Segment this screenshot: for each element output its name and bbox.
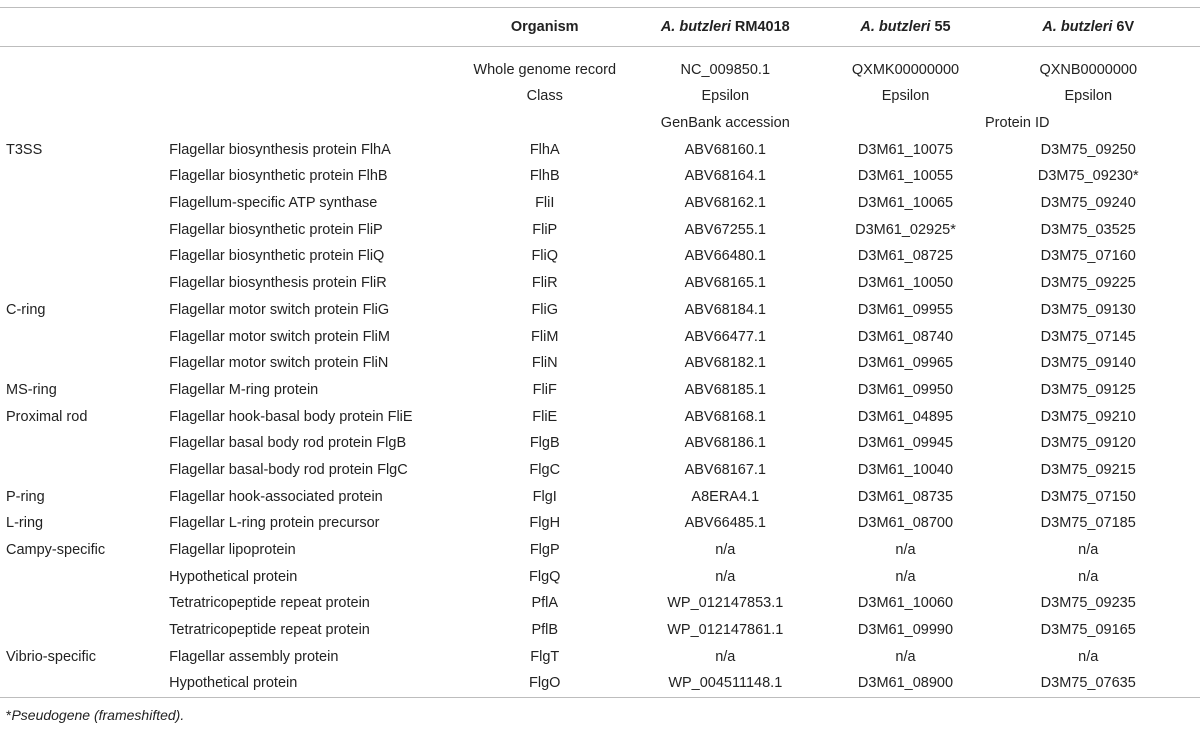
protein-description: Flagellar M-ring protein	[169, 381, 319, 398]
protein-id-6v: D3M75_07635	[1040, 675, 1136, 692]
protein-description: Flagellar motor switch protein FliM	[169, 328, 390, 345]
protein-id-label: Protein ID	[985, 115, 1050, 132]
protein-id-6v: D3M75_09230*	[1037, 168, 1139, 185]
genbank-accession: n/a	[715, 648, 736, 665]
header-rm4018	[616, 8, 834, 47]
header-group-cell	[0, 8, 169, 47]
genbank-accession: ABV68162.1	[684, 195, 766, 212]
footnote	[6, 707, 184, 723]
table-row	[0, 190, 1200, 217]
gene-name: FlgI	[532, 488, 557, 505]
gene-name: FliI	[535, 195, 555, 212]
group-cell	[0, 163, 169, 190]
table-row	[0, 430, 1200, 457]
gene-name: FlgH	[529, 515, 561, 532]
genbank-accession: ABV66480.1	[684, 248, 766, 265]
protein-description: Flagellar motor switch protein FliN	[169, 355, 389, 372]
protein-description: Flagellar basal-body rod protein FlgC	[169, 461, 408, 478]
group-cell: T3SS	[6, 141, 43, 158]
class-row	[0, 83, 1200, 110]
protein-id-55: D3M61_08740	[857, 328, 954, 345]
gene-name: FlhA	[529, 141, 560, 158]
group-cell: Vibrio-specific	[6, 648, 96, 665]
protein-description: Flagellar hook-associated protein	[169, 488, 383, 505]
table-row	[0, 377, 1200, 404]
protein-id-55: n/a	[895, 542, 916, 559]
table-header	[0, 8, 1200, 47]
protein-id-55: D3M61_10040	[857, 461, 954, 478]
header-6v-strain: 6V	[1112, 19, 1135, 35]
protein-id-55: D3M61_10050	[857, 275, 954, 292]
protein-description: Flagellar biosynthetic protein FliP	[169, 221, 383, 238]
gene-name: FliE	[532, 408, 558, 425]
protein-description: Flagellar biosynthetic protein FliQ	[169, 248, 385, 265]
protein-description: Flagellar hook-basal body protein FliE	[169, 408, 413, 425]
protein-id-6v: D3M75_09215	[1040, 461, 1136, 478]
table-row	[0, 216, 1200, 243]
table-body	[0, 47, 1200, 137]
header-55-strain: 55	[930, 19, 951, 35]
genome-record-label: Whole genome record	[473, 62, 617, 78]
protein-id-6v: D3M75_09165	[1040, 622, 1136, 639]
protein-id-55: D3M61_09950	[857, 381, 954, 398]
header-6v	[977, 8, 1200, 47]
protein-id-6v: n/a	[1078, 568, 1099, 585]
protein-description: Hypothetical protein	[169, 675, 298, 692]
group-cell: Campy-specific	[6, 542, 106, 559]
gene-name: FliR	[531, 275, 558, 292]
protein-description: Flagellum-specific ATP synthase	[169, 195, 378, 212]
table-row	[0, 350, 1200, 377]
gene-name: FliP	[532, 221, 558, 238]
group-cell	[0, 323, 169, 350]
genbank-accession: ABV68182.1	[684, 355, 766, 372]
genbank-accession: ABV66485.1	[684, 515, 766, 532]
protein-description: Flagellar assembly protein	[169, 648, 339, 665]
table-row	[0, 403, 1200, 430]
flagellar-protein-table	[0, 7, 1200, 698]
table-row	[0, 163, 1200, 190]
genbank-accession: ABV68167.1	[684, 461, 766, 478]
genbank-accession: n/a	[715, 568, 736, 585]
protein-id-6v: D3M75_07150	[1040, 488, 1136, 505]
class-55: Epsilon	[881, 88, 930, 105]
genbank-accession: WP_012147853.1	[667, 595, 784, 612]
genbank-accession-label: GenBank accession	[660, 115, 790, 132]
genbank-accession: WP_004511148.1	[668, 675, 783, 692]
table-row	[0, 323, 1200, 350]
header-6v-species: A. butzleri	[1042, 19, 1113, 35]
protein-id-55: D3M61_02925*	[855, 221, 956, 238]
genbank-accession: WP_012147861.1	[667, 622, 784, 639]
header-desc-cell	[169, 8, 473, 47]
protein-id-55: D3M61_08725	[857, 248, 954, 265]
table-row	[0, 297, 1200, 324]
gene-name: FlhB	[529, 168, 560, 185]
header-rm4018-strain: RM4018	[730, 19, 790, 35]
protein-id-55: D3M61_08700	[857, 515, 954, 532]
genbank-accession: ABV68185.1	[684, 381, 766, 398]
group-cell	[0, 590, 169, 617]
genbank-accession: ABV68160.1	[684, 141, 766, 158]
protein-id-55: D3M61_08900	[857, 675, 954, 692]
group-cell	[0, 270, 169, 297]
genbank-accession: ABV67255.1	[684, 221, 766, 238]
table-row	[0, 537, 1200, 564]
group-cell: C-ring	[6, 301, 46, 318]
header-55-species: A. butzleri	[860, 19, 931, 35]
protein-id-6v: n/a	[1078, 648, 1099, 665]
protein-rows	[0, 136, 1200, 697]
protein-id-55: D3M61_10060	[857, 595, 954, 612]
genbank-accession: ABV66477.1	[684, 328, 766, 345]
group-cell: Proximal rod	[6, 408, 88, 425]
protein-id-55: n/a	[895, 568, 916, 585]
id-type-row	[0, 110, 1200, 137]
gene-name: PflA	[531, 595, 559, 612]
group-cell	[0, 190, 169, 217]
genbank-accession: ABV68184.1	[684, 301, 766, 318]
protein-id-55: D3M61_09945	[857, 435, 954, 452]
footnote-marker: *	[6, 707, 12, 723]
protein-id-6v: n/a	[1078, 542, 1099, 559]
table-row	[0, 563, 1200, 590]
protein-id-55: n/a	[895, 648, 916, 665]
protein-id-55: D3M61_09965	[857, 355, 954, 372]
gene-name: FliM	[531, 328, 559, 345]
protein-id-6v: D3M75_09140	[1040, 355, 1136, 372]
protein-id-55: D3M61_10055	[857, 168, 954, 185]
gene-name: FlgQ	[529, 568, 561, 585]
genbank-accession: ABV68164.1	[684, 168, 766, 185]
class-rm4018: Epsilon	[701, 88, 750, 105]
header-rm4018-species: A. butzleri	[660, 19, 731, 35]
footnote-text: Pseudogene (frameshifted).	[11, 707, 185, 723]
protein-id-6v: D3M75_09130	[1040, 301, 1136, 318]
gene-name: PflB	[531, 622, 559, 639]
group-cell: MS-ring	[6, 381, 57, 398]
protein-description: Flagellar biosynthesis protein FlhA	[169, 141, 391, 158]
protein-id-55: D3M61_09955	[857, 301, 954, 318]
genome-record-row	[0, 47, 1200, 84]
protein-id-55: D3M61_08735	[857, 488, 954, 505]
class-6v: Epsilon	[1064, 88, 1113, 105]
protein-description: Flagellar motor switch protein FliG	[169, 301, 390, 318]
group-cell: L-ring	[6, 515, 44, 532]
group-cell	[0, 563, 169, 590]
gene-name: FlgP	[529, 542, 560, 559]
genbank-accession: ABV68165.1	[684, 275, 766, 292]
genbank-accession: ABV68186.1	[684, 435, 766, 452]
protein-description: Tetratricopeptide repeat protein	[169, 622, 370, 639]
group-cell	[0, 430, 169, 457]
protein-id-6v: D3M75_09125	[1040, 381, 1136, 398]
genome-record-rm4018: NC_009850.1	[680, 62, 771, 78]
gene-name: FlgC	[529, 461, 561, 478]
group-cell	[0, 457, 169, 484]
protein-description: Flagellar L-ring protein precursor	[169, 515, 380, 532]
genbank-accession: A8ERA4.1	[691, 488, 760, 505]
genbank-accession: n/a	[715, 542, 736, 559]
table-row	[0, 643, 1200, 670]
group-cell	[0, 670, 169, 697]
table-row	[0, 590, 1200, 617]
header-row	[0, 8, 1200, 47]
protein-id-6v: D3M75_09225	[1040, 275, 1136, 292]
protein-description: Flagellar biosynthesis protein FliR	[169, 275, 387, 292]
protein-description: Flagellar basal body rod protein FlgB	[169, 435, 407, 452]
gene-name: FlgT	[530, 648, 560, 665]
group-cell	[0, 350, 169, 377]
protein-id-6v: D3M75_07160	[1040, 248, 1136, 265]
protein-id-6v: D3M75_09235	[1040, 595, 1136, 612]
header-55	[835, 8, 977, 47]
protein-id-55: D3M61_04895	[857, 408, 954, 425]
gene-name: FliF	[532, 381, 557, 398]
protein-description: Tetratricopeptide repeat protein	[169, 595, 370, 612]
protein-id-55: D3M61_10075	[857, 141, 954, 158]
genbank-accession: ABV68168.1	[684, 408, 766, 425]
protein-id-6v: D3M75_03525	[1040, 221, 1136, 238]
protein-id-6v: D3M75_07145	[1040, 328, 1136, 345]
table-row	[0, 510, 1200, 537]
protein-id-6v: D3M75_09240	[1040, 195, 1136, 212]
table-row	[0, 457, 1200, 484]
table-row	[0, 483, 1200, 510]
protein-description: Hypothetical protein	[169, 568, 298, 585]
protein-id-55: D3M61_09990	[857, 622, 954, 639]
class-label: Class	[526, 88, 563, 105]
group-cell	[0, 617, 169, 644]
genome-record-55: QXMK00000000	[851, 62, 960, 78]
gene-name: FlgB	[529, 435, 560, 452]
protein-description: Flagellar biosynthetic protein FlhB	[169, 168, 388, 185]
group-cell	[0, 216, 169, 243]
protein-description: Flagellar lipoprotein	[169, 542, 296, 559]
table-row	[0, 670, 1200, 697]
table-row	[0, 136, 1200, 163]
header-organism: Organism	[510, 19, 579, 35]
protein-id-55: D3M61_10065	[857, 195, 954, 212]
gene-name: FliG	[531, 301, 559, 318]
gene-name: FlgO	[529, 675, 561, 692]
table-row	[0, 243, 1200, 270]
protein-id-6v: D3M75_07185	[1040, 515, 1136, 532]
gene-name: FliQ	[531, 248, 559, 265]
protein-id-6v: D3M75_09210	[1040, 408, 1136, 425]
group-cell	[0, 243, 169, 270]
protein-id-6v: D3M75_09120	[1040, 435, 1136, 452]
group-cell: P-ring	[6, 488, 45, 505]
gene-name: FliN	[531, 355, 558, 372]
table-row	[0, 270, 1200, 297]
protein-id-6v: D3M75_09250	[1040, 141, 1136, 158]
genome-record-6v: QXNB0000000	[1039, 62, 1138, 78]
table-row	[0, 617, 1200, 644]
